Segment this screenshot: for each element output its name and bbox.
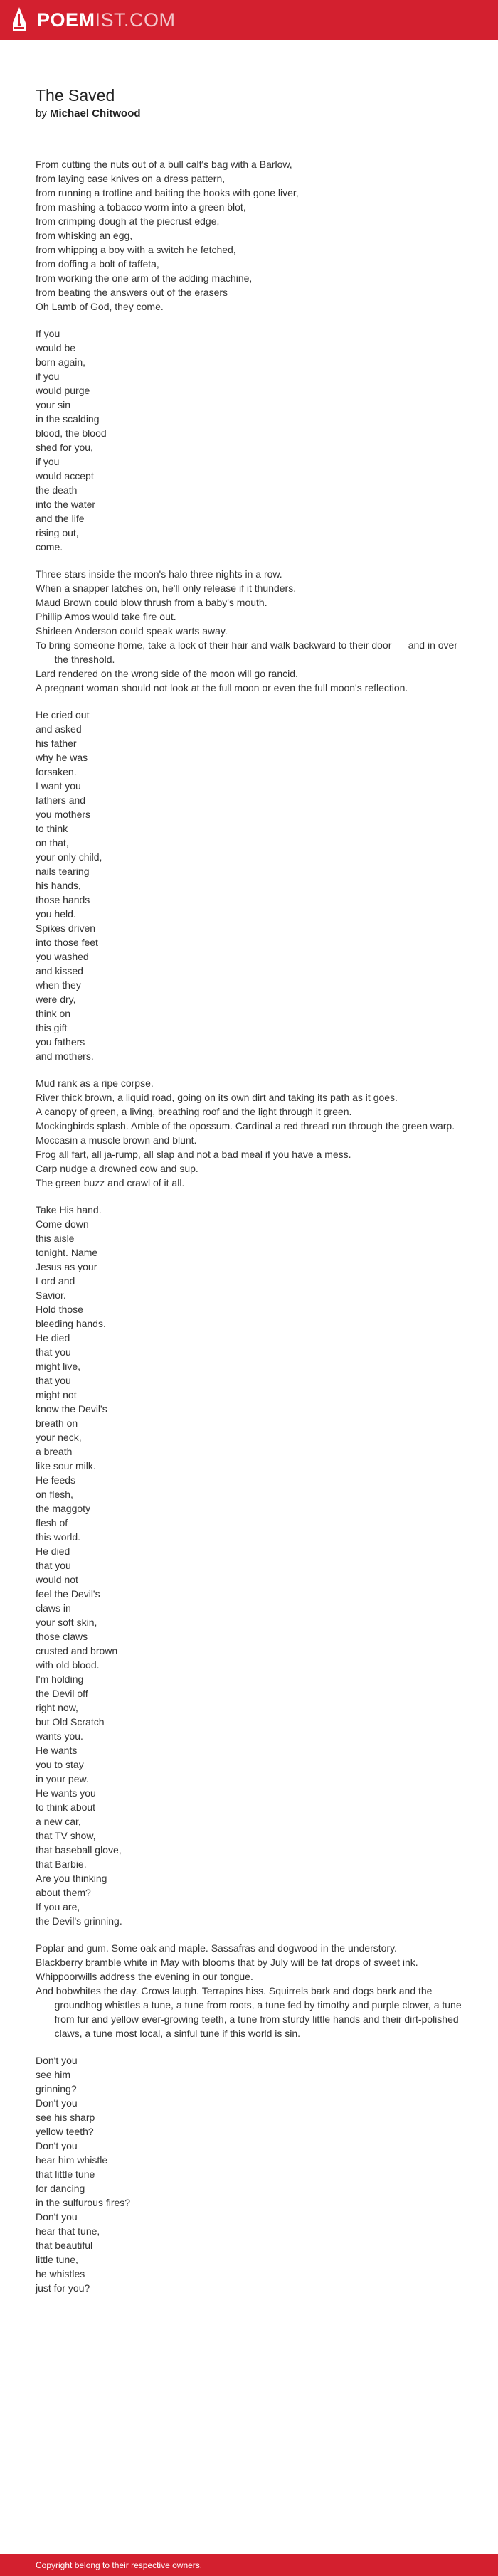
- poem-line: in the scalding: [36, 413, 100, 425]
- poem-line: you to stay: [36, 1759, 84, 1770]
- poem-line: hear him whistle: [36, 2154, 108, 2166]
- poem-line: on that,: [36, 837, 69, 848]
- poem-title: The Saved: [36, 86, 115, 105]
- poem-line: blood, the blood: [36, 427, 107, 439]
- poem-line: crusted and brown: [36, 1645, 118, 1656]
- poem-line: the Devil's grinning.: [36, 1915, 122, 1927]
- site-header: [0, 0, 498, 40]
- poem-line: yellow teeth?: [36, 2126, 94, 2137]
- poem-line: and the life: [36, 513, 85, 524]
- poem-line: for dancing: [36, 2183, 85, 2194]
- poem-line: might not: [36, 1389, 77, 1400]
- poem-line: Shirleen Anderson could speak warts away.: [36, 625, 228, 637]
- poem-line: that Barbie.: [36, 1858, 87, 1870]
- poem-line: Maud Brown could blow thrush from a baby's mouth.: [36, 597, 267, 608]
- poem-line: about them?: [36, 1887, 91, 1898]
- poem-line: to think: [36, 823, 68, 834]
- poem-line: into the water: [36, 499, 96, 510]
- poem-line: that you: [36, 1346, 71, 1358]
- poem-line: his father: [36, 738, 77, 749]
- poem-line: would be: [36, 342, 76, 353]
- poem-line: Oh Lamb of God, they come.: [36, 301, 164, 312]
- poem-line: might live,: [36, 1361, 81, 1372]
- poem-line: He wants: [36, 1745, 78, 1756]
- poem-line: you held.: [36, 908, 76, 920]
- logo-wordmark: [37, 11, 176, 30]
- poem-line: Savior.: [36, 1289, 66, 1301]
- author-link[interactable]: Michael Chitwood: [50, 107, 141, 119]
- poem-line: shed for you,: [36, 442, 93, 453]
- poem-line: his hands,: [36, 880, 81, 891]
- poem-line: Lord and: [36, 1275, 75, 1287]
- poem-line: the Devil off: [36, 1688, 88, 1699]
- poem-line: When a snapper latches on, he'll only release if it thunders.: [36, 582, 297, 594]
- poem-line: Don't you: [36, 2055, 78, 2066]
- poem-line: you fathers: [36, 1036, 85, 1048]
- poem-line: your sin: [36, 399, 71, 410]
- poem-line: were dry,: [36, 994, 76, 1005]
- stanza: [36, 2053, 462, 2295]
- poem-line: this world.: [36, 1531, 81, 1543]
- poem-line: from crimping dough at the piecrust edge,: [36, 215, 220, 227]
- poem-line: The green buzz and crawl of it all.: [36, 1177, 185, 1188]
- poem-line: that baseball glove,: [36, 1844, 122, 1856]
- poem-line: see his sharp: [36, 2112, 95, 2123]
- poem-line: this aisle: [36, 1233, 75, 1244]
- poem-line: if you: [36, 456, 60, 467]
- poem-line: born again,: [36, 356, 86, 368]
- poem-line: Lard rendered on the wrong side of the moon will go rancid.: [36, 668, 298, 679]
- poem-line: River thick brown, a liquid road, going on its own dirt and taking its path as it goes.: [36, 1092, 398, 1103]
- poem-line: you washed: [36, 951, 89, 962]
- poem-line: If you are,: [36, 1901, 80, 1912]
- poem-line: claws in: [36, 1602, 71, 1614]
- pen-nib-icon: [10, 6, 28, 34]
- poem-line: Come down: [36, 1218, 89, 1230]
- poem-line: From cutting the nuts out of a bull calf's bag with a Barlow,: [36, 159, 292, 170]
- poem-line: when they: [36, 979, 81, 991]
- poem-line: from doffing a bolt of taffeta,: [36, 258, 159, 270]
- poem-line: like sour milk.: [36, 1460, 96, 1471]
- poem-line: bleeding hands.: [36, 1318, 106, 1329]
- poem-line: from laying case knives on a dress pattern,: [36, 173, 226, 184]
- poem-line: And bobwhites the day. Crows laugh. Terrapins hiss. Squirrels bark and dogs bark and the groundhog whistles a tune, a tune from roots, a tune fed by timothy and purple clover, a tune from fur and yellow ever-growing teeth, a tune from sturdy little hands and their dirt-polished claws, a tune most local, a sinful tune if this world is sin.: [36, 1985, 465, 2039]
- stanza: [36, 567, 462, 695]
- poem-line: Don't you: [36, 2140, 78, 2151]
- poem-line: and mothers.: [36, 1050, 94, 1062]
- poem-line: you mothers: [36, 809, 91, 820]
- poem-line: Frog all fart, all ja-rump, all slap and not a bad meal if you have a mess.: [36, 1149, 351, 1160]
- poem-line: forsaken.: [36, 766, 77, 777]
- stanza: [36, 326, 462, 554]
- poem-line: Mockingbirds splash. Amble of the opossum. Cardinal a red thread run through the green warp.: [36, 1120, 455, 1132]
- poem-line: with old blood.: [36, 1659, 100, 1671]
- poem-line: in the sulfurous fires?: [36, 2197, 131, 2208]
- poem-line: Spikes driven: [36, 922, 96, 934]
- poem-line: the maggoty: [36, 1503, 91, 1514]
- poem-line: little tune,: [36, 2254, 78, 2265]
- poem-line: He died: [36, 1332, 70, 1343]
- poem-line: fathers and: [36, 794, 86, 806]
- poem-line: this gift: [36, 1022, 68, 1033]
- copyright-text: Copyright belong to their respective owners.: [36, 2560, 203, 2570]
- poem-line: He wants you: [36, 1787, 96, 1799]
- poem-line: right now,: [36, 1702, 78, 1713]
- poem-line: from whipping a boy with a switch he fetched,: [36, 244, 236, 255]
- poem-line: your soft skin,: [36, 1617, 97, 1628]
- poem-line: To bring someone home, take a lock of their hair and walk backward to their door and in over the threshold.: [36, 639, 460, 665]
- poem-body: [36, 157, 465, 2295]
- poem-line: I want you: [36, 780, 81, 792]
- poem-line: Are you thinking: [36, 1873, 107, 1884]
- poem-line: know the Devil's: [36, 1403, 107, 1415]
- poem-line: He cried out: [36, 709, 90, 720]
- poem-line: Don't you: [36, 2097, 78, 2109]
- poem-line: and asked: [36, 723, 82, 735]
- poem-line: Moccasin a muscle brown and blunt.: [36, 1134, 197, 1146]
- poem-line: feel the Devil's: [36, 1588, 100, 1600]
- poem-line: Phillip Amos would take fire out.: [36, 611, 176, 622]
- poem-line: breath on: [36, 1417, 78, 1429]
- poem-line: Mud rank as a ripe corpse.: [36, 1077, 154, 1089]
- stanza: [36, 1203, 462, 1928]
- poem-line: tonight. Name: [36, 1247, 98, 1258]
- poem-line: a breath: [36, 1446, 73, 1457]
- poem-line: If you: [36, 328, 60, 339]
- poem-line: grinning?: [36, 2083, 77, 2095]
- logo-text-light: IST.COM: [95, 9, 176, 31]
- poem-line: your only child,: [36, 851, 102, 863]
- poem-line: He died: [36, 1545, 70, 1557]
- poem-line: would accept: [36, 470, 94, 481]
- poem-line: a new car,: [36, 1816, 81, 1827]
- poem-line: just for you?: [36, 2282, 90, 2294]
- poem-line: flesh of: [36, 1517, 68, 1528]
- poem-line: in your pew.: [36, 1773, 89, 1784]
- poem-line: your neck,: [36, 1432, 82, 1443]
- poem-line: Three stars inside the moon's halo three nights in a row.: [36, 568, 282, 580]
- poem-line: from mashing a tobacco worm into a green blot,: [36, 201, 246, 213]
- poem-line: to think about: [36, 1801, 96, 1813]
- poem-line: would purge: [36, 385, 90, 396]
- poem-line: Don't you: [36, 2211, 78, 2223]
- poem-line: think on: [36, 1008, 71, 1019]
- stanza: [36, 708, 462, 1063]
- poem-line: Carp nudge a drowned cow and sup.: [36, 1163, 198, 1174]
- stanza: [36, 157, 462, 314]
- poem-line: He feeds: [36, 1474, 76, 1486]
- poem-line: Blackberry bramble white in May with blooms that by July will be fat drops of sweet ink.: [36, 1957, 418, 1968]
- poem-line: on flesh,: [36, 1489, 73, 1500]
- poem-line: that little tune: [36, 2168, 95, 2180]
- poem-line: those hands: [36, 894, 90, 905]
- poem-line: rising out,: [36, 527, 79, 538]
- poem-line: why he was: [36, 752, 88, 763]
- poem-line: Hold those: [36, 1304, 83, 1315]
- poem-line: those claws: [36, 1631, 88, 1642]
- stanza: [36, 1076, 462, 1190]
- poem-line: if you: [36, 371, 60, 382]
- poem-line: from beating the answers out of the erasers: [36, 287, 228, 298]
- stanza: [36, 1941, 465, 2040]
- poem-line: into those feet: [36, 937, 98, 948]
- poem-line: A pregnant woman should not look at the full moon or even the full moon's reflection.: [36, 682, 408, 693]
- poem-line: Whippoorwills address the evening in our tongue.: [36, 1971, 253, 1982]
- poem-line: come.: [36, 541, 63, 553]
- site-footer: [0, 2554, 498, 2576]
- poem-line: wants you.: [36, 1730, 83, 1742]
- poem-line: nails tearing: [36, 866, 90, 877]
- poem-line: the death: [36, 484, 78, 496]
- poem-line: I'm holding: [36, 1673, 84, 1685]
- poem-line: A canopy of green, a living, breathing roof and the light through it green.: [36, 1106, 352, 1117]
- poem-line: from working the one arm of the adding machine,: [36, 272, 253, 284]
- poem-line: but Old Scratch: [36, 1716, 105, 1728]
- poem-line: would not: [36, 1574, 78, 1585]
- logo-text-bold: POEM: [37, 9, 95, 31]
- poem-line: see him: [36, 2069, 71, 2080]
- poem-container: [36, 85, 465, 2308]
- poem-line: from whisking an egg,: [36, 230, 133, 241]
- byline-prefix: by: [36, 107, 47, 119]
- poem-line: Take His hand.: [36, 1204, 102, 1215]
- poem-line: Jesus as your: [36, 1261, 97, 1272]
- poem-line: that you: [36, 1375, 71, 1386]
- site-logo[interactable]: [10, 6, 176, 34]
- poem-line: that beautiful: [36, 2240, 93, 2251]
- poem-line: Poplar and gum. Some oak and maple. Sassafras and dogwood in the understory.: [36, 1942, 397, 1954]
- poem-line: that you: [36, 1560, 71, 1571]
- poem-line: from running a trotline and baiting the hooks with gone liver,: [36, 187, 299, 198]
- poem-line: he whistles: [36, 2268, 85, 2279]
- poem-line: hear that tune,: [36, 2225, 100, 2237]
- byline: [36, 106, 462, 122]
- poem-line: that TV show,: [36, 1830, 96, 1841]
- poem-line: and kissed: [36, 965, 83, 976]
